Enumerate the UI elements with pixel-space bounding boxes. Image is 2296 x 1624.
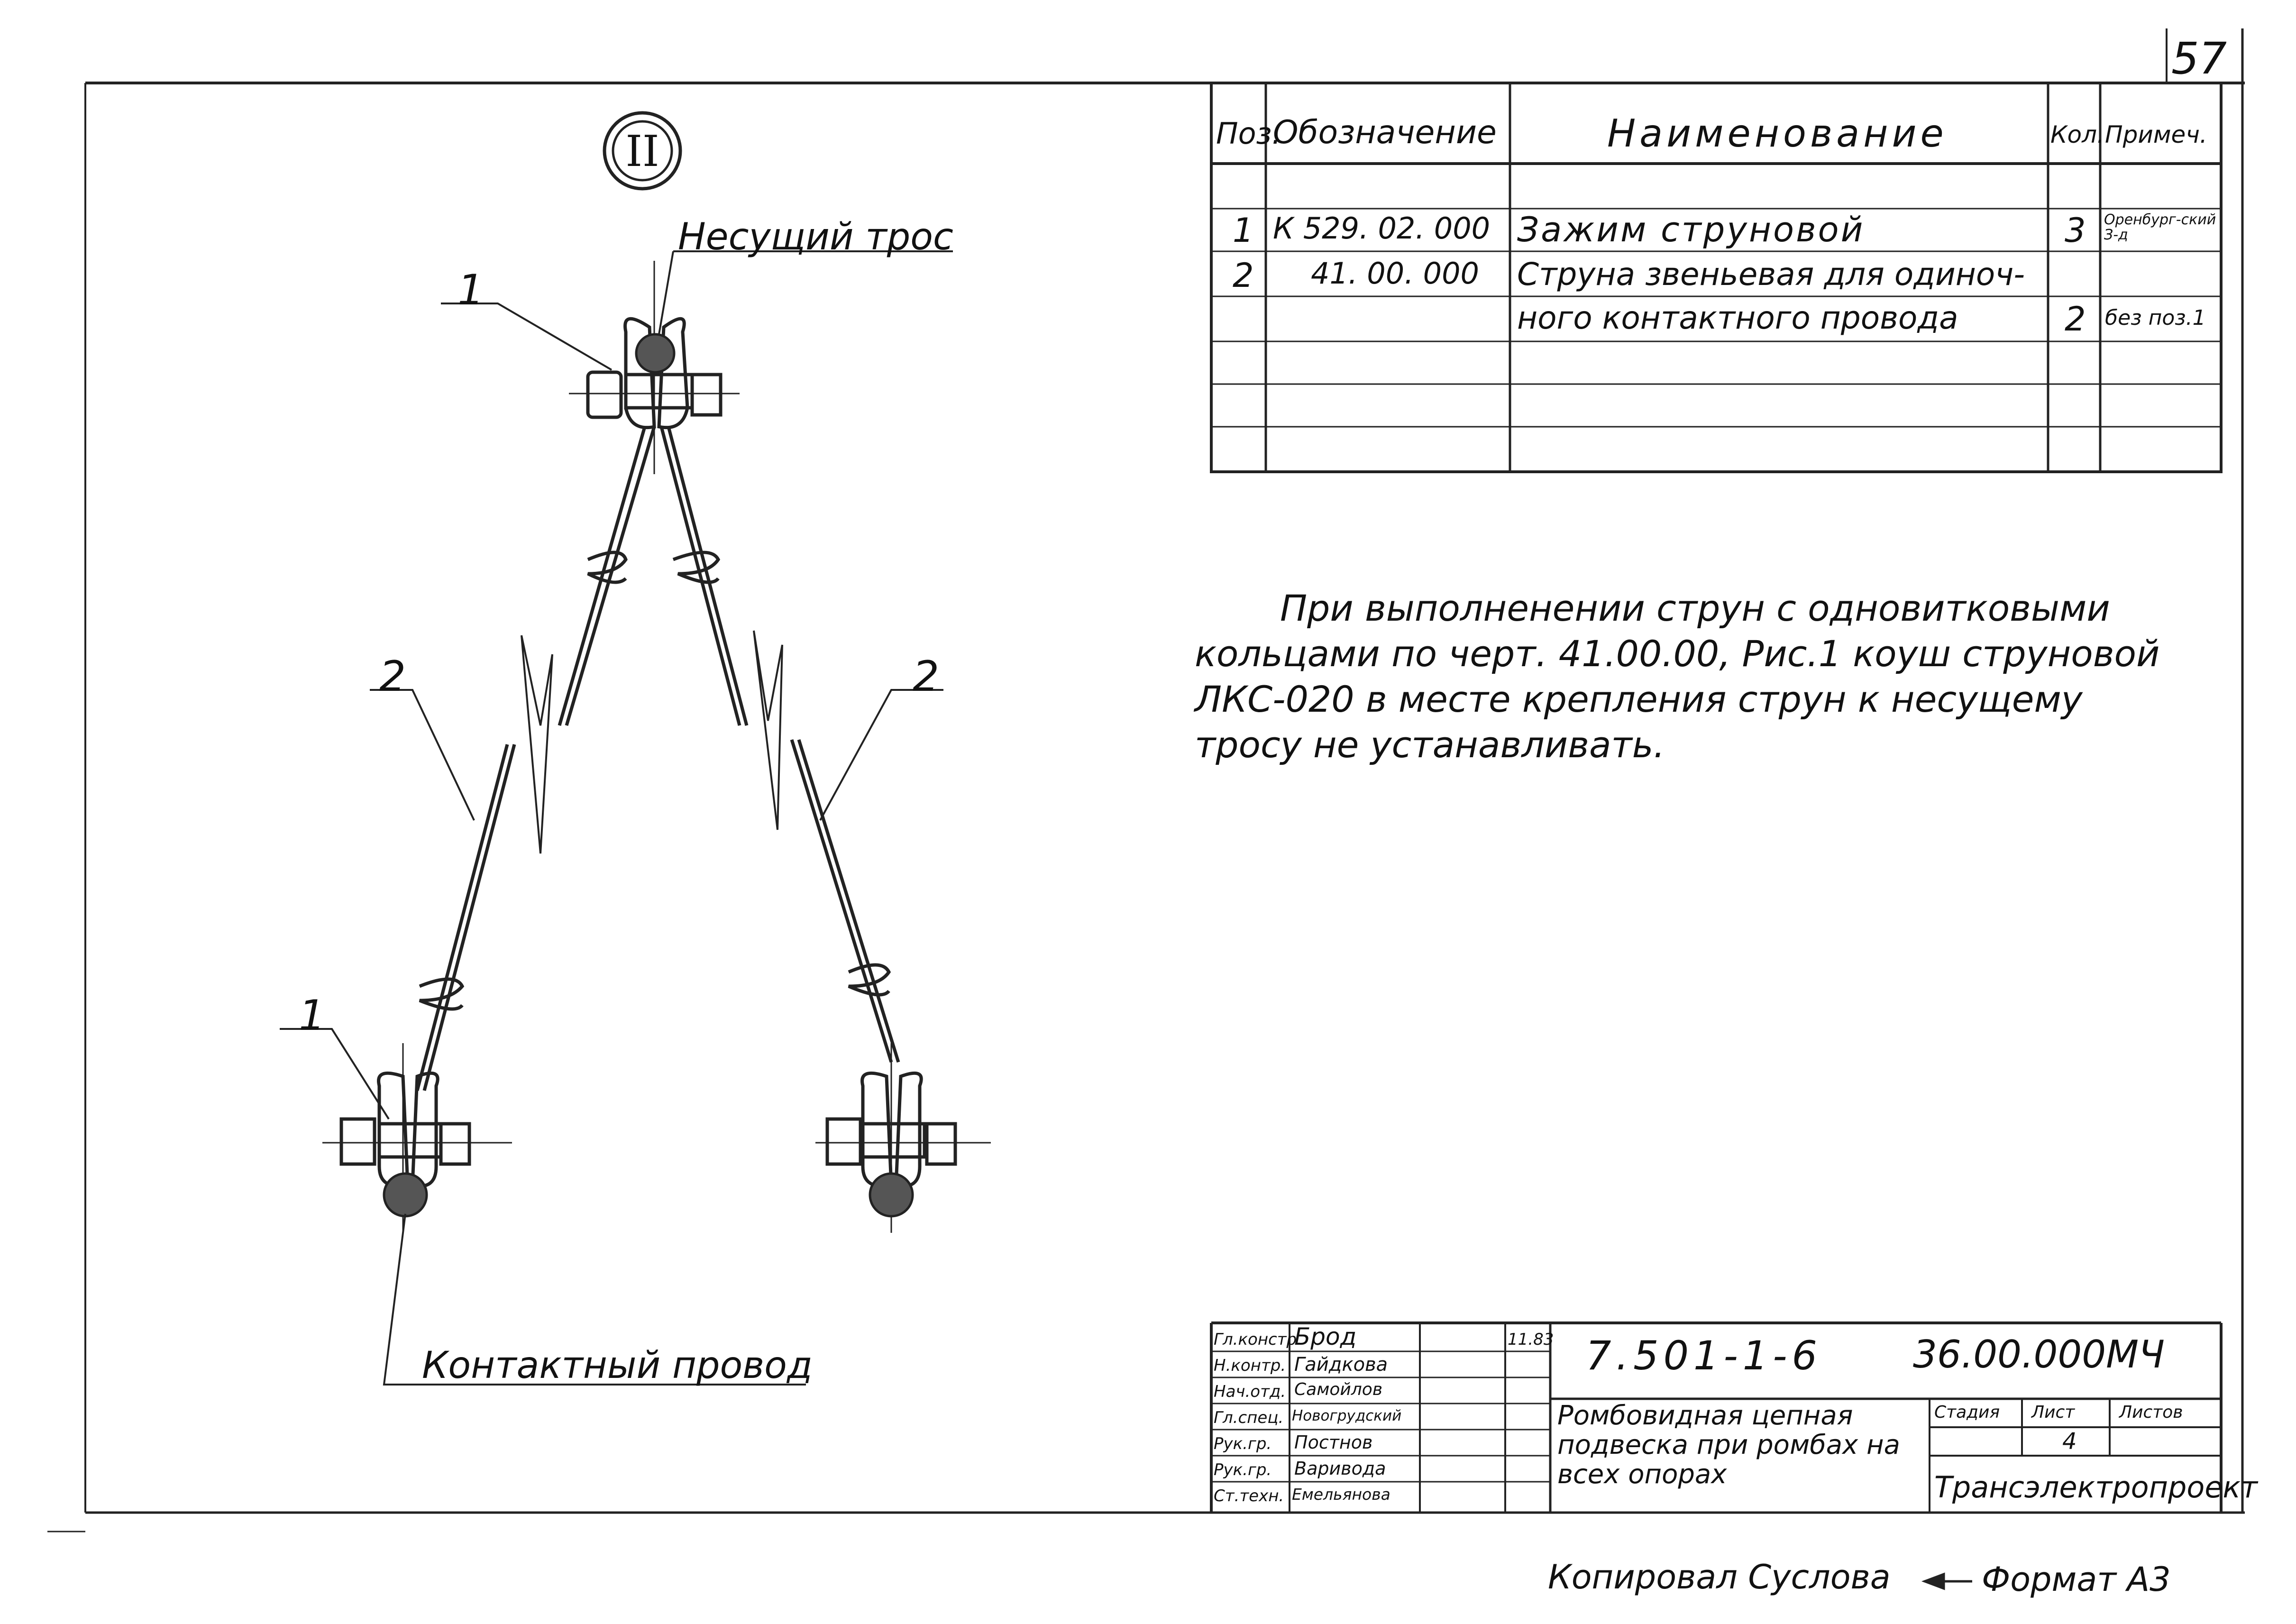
installation-note bbox=[1195, 586, 2190, 768]
doc-code: 36.00.000МЧ bbox=[1913, 1332, 2165, 1376]
row2-name: Струна звеньевая для одиноч- bbox=[1517, 256, 2025, 293]
sig-name-3: Самойлов bbox=[1294, 1380, 1383, 1399]
contact-wire-label: Контактный провод bbox=[422, 1344, 813, 1387]
left-dropper bbox=[417, 427, 654, 1091]
view-label: II bbox=[625, 127, 659, 176]
sig-name-1: Брод bbox=[1294, 1323, 1357, 1350]
row3-qty: 2 bbox=[2065, 300, 2086, 339]
row3-name: ного контактного провода bbox=[1517, 300, 1958, 336]
row1-designation: К 529. 02. 000 bbox=[1273, 211, 1491, 246]
sheet-number: 57 bbox=[2171, 33, 2227, 84]
doc-number: 7.501-1-6 bbox=[1586, 1332, 1822, 1379]
sig-name-4: Новогрудский bbox=[1292, 1407, 1402, 1424]
sig-role-6: Рук.гр. bbox=[1214, 1460, 1272, 1479]
sig-role-7: Ст.техн. bbox=[1214, 1486, 1284, 1505]
header-note: Примеч. bbox=[2105, 121, 2207, 148]
contact-wire-section-left bbox=[384, 1174, 427, 1216]
sig-role-3: Нач.отд. bbox=[1214, 1382, 1286, 1401]
carrier-cable-label: Несущий трос bbox=[678, 216, 953, 258]
sig-name-2: Гайдкова bbox=[1294, 1354, 1388, 1376]
copied-by: Копировал Суслова bbox=[1548, 1558, 1891, 1596]
sheet-label: Лист bbox=[2031, 1403, 2075, 1422]
position-1-top-label: 1 bbox=[457, 266, 484, 314]
row1-pos: 1 bbox=[1233, 211, 1254, 250]
row1-name: Зажим струновой bbox=[1517, 210, 1865, 249]
row1-qty: 3 bbox=[2065, 211, 2086, 250]
installation-note-text: При выполненении струн с одновитковыми кольцами по черт. 41.00.00, Рис.1 коуш струновой ЛКС-020 в месте крепления струн к несущему тросу не устанавливать. bbox=[1195, 587, 2160, 766]
organization: Трансэлектропроект bbox=[1934, 1470, 2258, 1505]
sheets-label: Листов bbox=[2119, 1403, 2183, 1422]
date: 11.83 bbox=[1508, 1330, 1554, 1349]
sig-name-7: Емельянова bbox=[1292, 1485, 1390, 1504]
position-2-left-label: 2 bbox=[379, 652, 406, 701]
position-2-right-label: 2 bbox=[913, 652, 939, 701]
contact-wire-section-right bbox=[870, 1174, 913, 1216]
sig-role-1: Гл.констр. bbox=[1214, 1330, 1302, 1349]
right-dropper bbox=[661, 427, 898, 1062]
drawing-title: Ромбовидная цепная подвеска при ромбах на всех опорах bbox=[1557, 1400, 1900, 1490]
header-designation: Обозначение bbox=[1273, 114, 1497, 151]
stage-label: Стадия bbox=[1934, 1403, 2000, 1422]
sig-role-2: Н.контр. bbox=[1214, 1356, 1286, 1375]
format-label: Формат А3 bbox=[1982, 1560, 2171, 1599]
leader-lines bbox=[280, 251, 953, 1385]
format-arrow bbox=[1925, 1574, 1972, 1588]
sheet-value: 4 bbox=[2062, 1428, 2077, 1455]
row2-pos: 2 bbox=[1233, 256, 1254, 295]
row3-note: без поз.1 bbox=[2105, 306, 2206, 330]
carrier-cable-section bbox=[636, 334, 674, 372]
position-1-bottom-label: 1 bbox=[299, 991, 325, 1040]
row1-note: Оренбург-ский З-д bbox=[2104, 211, 2216, 243]
header-pos: Поз. bbox=[1216, 116, 1281, 151]
sig-role-4: Гл.спец. bbox=[1214, 1408, 1284, 1427]
sig-role-5: Рук.гр. bbox=[1214, 1434, 1272, 1453]
row2-designation: 41. 00. 000 bbox=[1311, 256, 1479, 291]
header-name: Наименование bbox=[1607, 111, 1948, 156]
sig-name-6: Варивода bbox=[1294, 1458, 1386, 1479]
header-qty: Кол. bbox=[2050, 121, 2104, 148]
sig-name-5: Постнов bbox=[1294, 1432, 1373, 1453]
